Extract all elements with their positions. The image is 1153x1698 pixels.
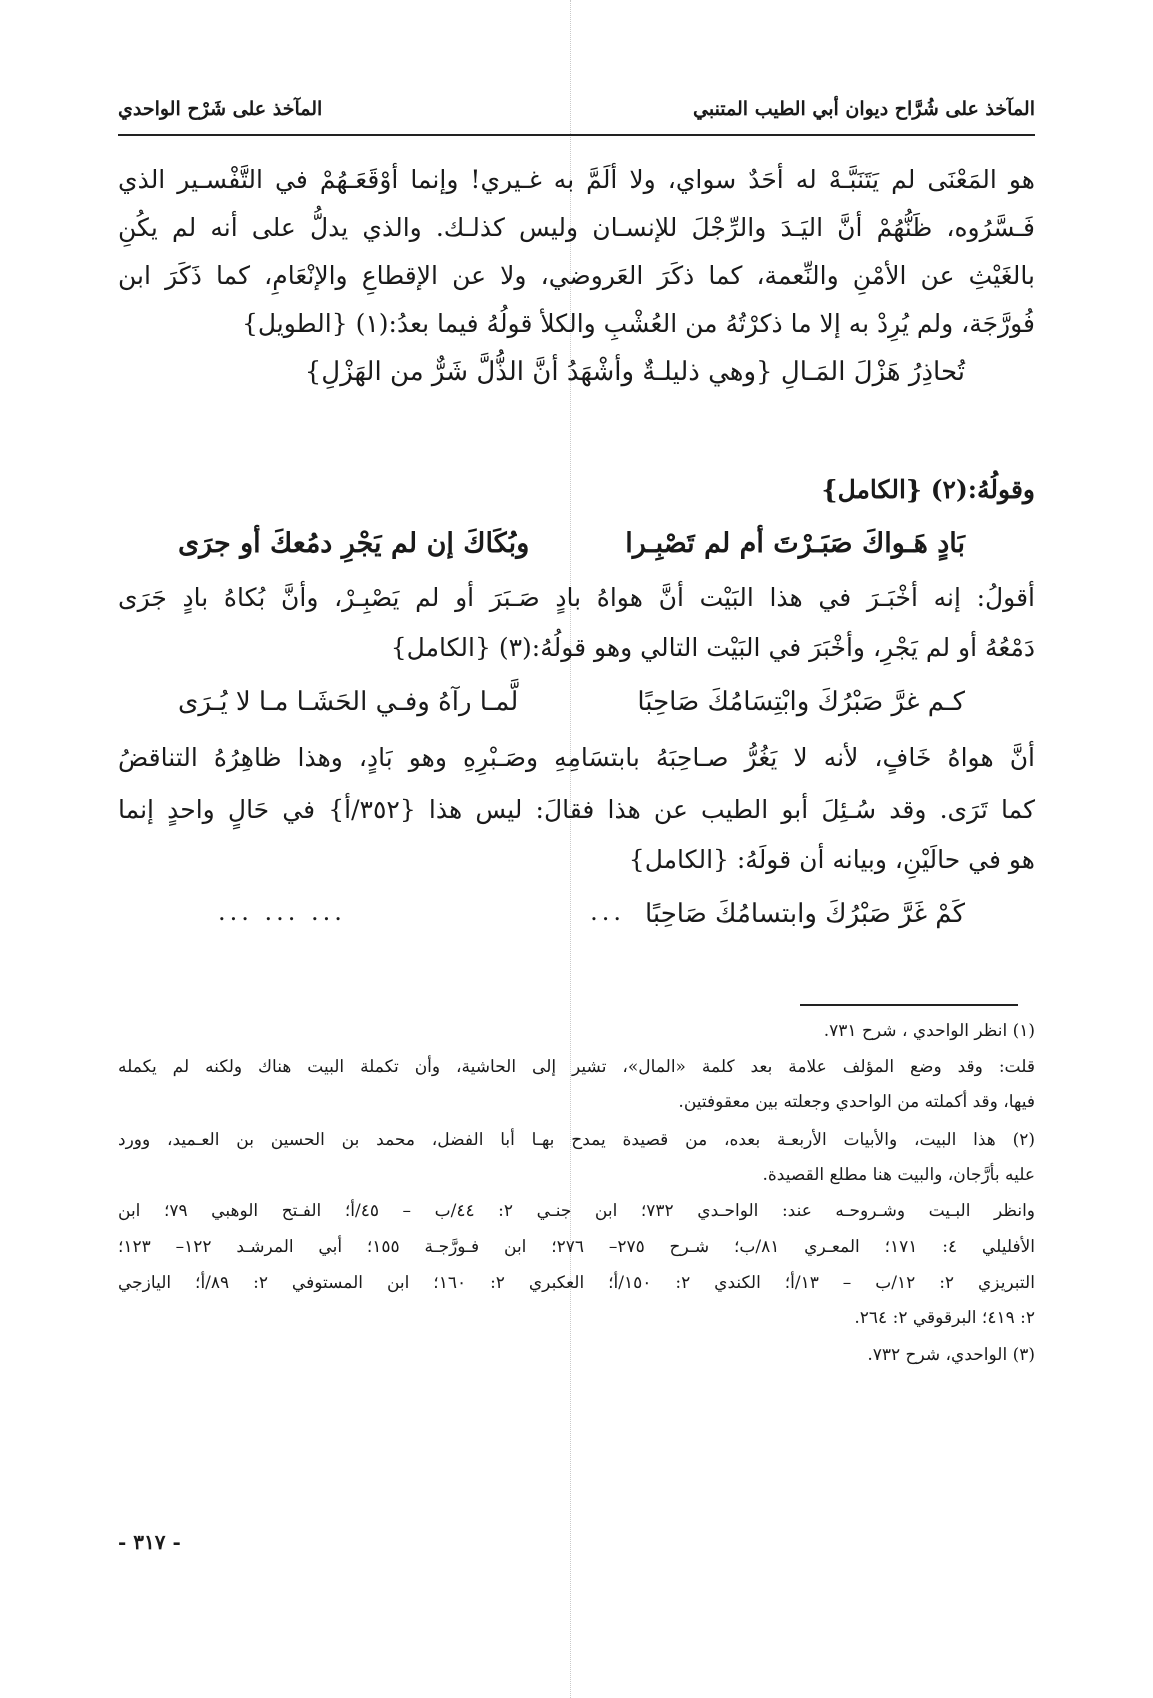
text-line: فُورَّجَة، ولم يُرِدْ به إلا ما ذكرْتُهُ من العُشْبِ والكلأ قولُهُ فيما بعدُ:(١) {الطويل} — [241, 309, 1035, 338]
footnote-line: قلت: وقد وضع المؤلف علامة بعد كلمة «المال»، تشير إلى الحاشية، وأن تكملة البيت هناك ولكنه لم يكمله — [118, 1057, 1035, 1077]
footnote-line: التبريزي ٢: ١٢/ب – ١٣/أ؛ الكندي ٢: ١٥٠/أ؛ العكبري ٢: ١٦٠؛ ابن المستوفي ٢: ٨٩/أ؛ اليازجي — [118, 1273, 1035, 1293]
footnote-line: (٣) الواحدي، شرح ٧٣٢. — [867, 1345, 1035, 1365]
verse-line: تُحاذِرُ هَزْلَ المَـالِ {وهي ذليلـةٌ وأشْهَدُ أنَّ الذُّلَّ شَرٌّ من الهَزْلِ} — [304, 357, 965, 387]
verse-hemistich-left: وبُكَاكَ إن لم يَجْرِ دمُعكَ أو جرَى — [178, 528, 530, 559]
footnote-line: ٢: ٤١٩؛ البرقوقي ٢: ٢٦٤. — [854, 1308, 1035, 1328]
text-line: هو في حالَيْنِ، وبيانه أن قولَهُ: {الكامل} — [628, 845, 1035, 874]
verse-hemistich-right: بَادٍ هَـواكَ صَبَـرْتَ أم لم تَصْبِـرا — [625, 528, 965, 559]
text-line: بالغَيْثِ عن الأمْنِ والنِّعمة، كما ذكَرَ العَروضي، ولا عن الإقطاعِ والإنْعَامِ، كما ذَكَرَ ابن — [118, 261, 1035, 290]
page-number: - ٣١٧ - — [118, 1530, 181, 1554]
verse-hemistich-right: كـم غرَّ صَبْرُكَ وابْتِسَامُكَ صَاحِبًا — [637, 687, 965, 717]
text-line: كما تَرَى. وقد سُـئِلَ أبو الطيب عن هذا فقالَ: ليس هذا {٣٥٢/أ} في حَالٍ واحدٍ إنما — [118, 795, 1035, 824]
text-line: أنَّ هواهُ خَافٍ، لأنه لا يَغُرُّ صـاحِبَهُ بابتسَامِهِ وصَـبْرِهِ وهو بَادٍ، وهذا ظاهِرُهُ التناقضُ — [118, 743, 1035, 772]
text-line: فَـسَّرُوه، ظَنُّهُمْ أنَّ اليَـدَ والرِّجْلَ للإنسـان وليس كذلـك. والذي يدلُّ على أنه لم يكُنِ — [118, 213, 1035, 242]
header-book-title: المآخذ على شُرَّاح ديوان أبي الطيب المتنبي — [693, 98, 1035, 120]
verse-hemistich-left: لَّمـا رآهُ وفـي الحَشَـا مـا لا يُـرَى — [178, 687, 519, 717]
quote-intro: وقولُهُ:(٢) {الكامل} — [821, 475, 1035, 504]
verse-hemistich-right: كَمْ غَرَّ صَبْرُكَ وابتسامُكَ صَاحِبًا — [644, 899, 965, 929]
footnote-line: الأفليلي ٤: ١٧١؛ المعـري ٨١/ب؛ شـرح ٢٧٥– ٢٧٦؛ ابن فـورَّجـة ١٥٥؛ أبي المرشـد ١٢٢– ١٢٣؛ — [118, 1237, 1036, 1257]
header-section-title: المآخذ على شَرْح الواحدي — [118, 98, 323, 120]
footnote-line: (١) انظر الواحدي ، شرح ٧٣١. — [823, 1021, 1035, 1041]
footnote-line: (٢) هذا البيت، والأبيات الأربعـة بعده، من قصيدة يمدح بهـا أبا الفضل، محمد بن الحسين بن العـميد، وورد — [118, 1130, 1035, 1150]
footnote-line: وانظر البـيت وشـروحـه عند: الواحـدي ٧٣٢؛ ابن جنـي ٢: ٤٤/ب – ٤٥/أ؛ الفـتح الوهبي ٧٩؛ ابن — [118, 1201, 1035, 1221]
text-line: هو المَعْنَى لم يَتَنَبَّـهْ له أحَدٌ سواي، ولا ألَمَّ به غـيري! وإنما أوْقَعَـهُمْ في التَّفْسـير الذي — [118, 165, 1035, 194]
verse-ellipsis: ... — [590, 898, 625, 926]
verse-ellipsis: ... ... ... — [218, 898, 346, 926]
header-rule — [118, 134, 1035, 136]
text-line: دَمْعُهُ أو لم يَجْرِ، وأخْبَرَ في البَيْت التالي وهو قولُهُ:(٣) {الكامل} — [390, 633, 1035, 662]
footnote-line: فيها، وقد أكملته من الواحدي وجعلته بين معقوفتين. — [678, 1092, 1035, 1112]
footnote-line: عليه بأرَّجان، والبيت هنا مطلع القصيدة. — [762, 1165, 1035, 1185]
text-line: أقولُ: إنه أخْبَـرَ في هذا البَيْت أنَّ هواهُ بادٍ صَـبَرَ أو لم يَصْبِـرْ، وأنَّ بُكاهُ بادٍ جَرَى — [118, 583, 1035, 612]
footnote-separator — [800, 1004, 1018, 1006]
running-header — [118, 92, 1035, 132]
